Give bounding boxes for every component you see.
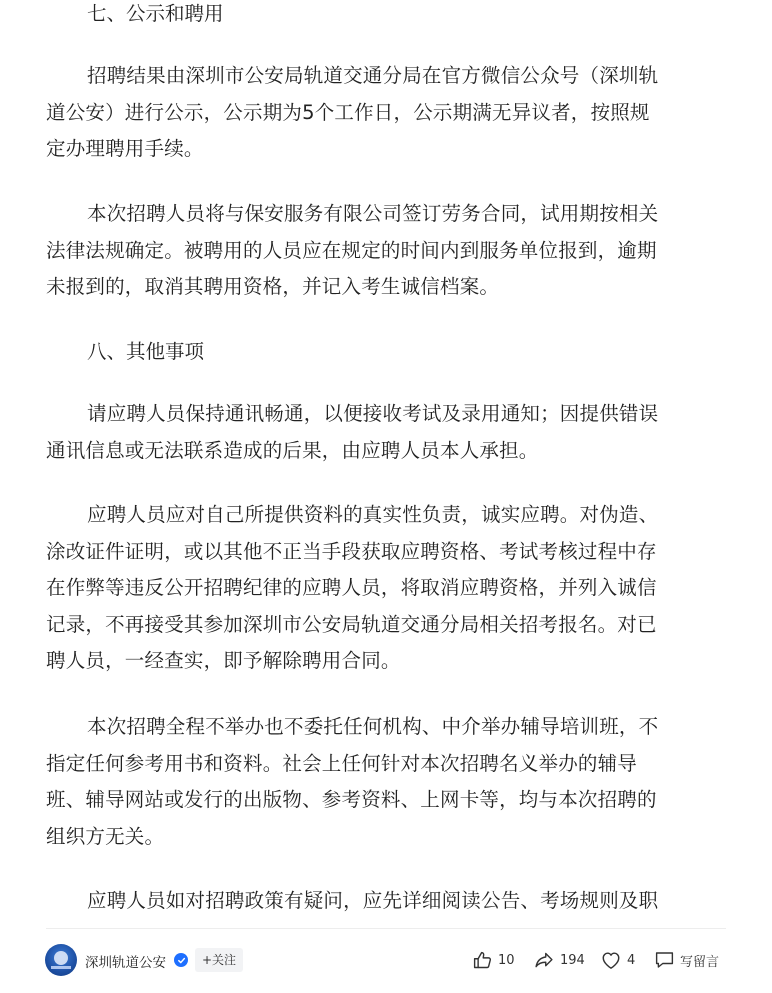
favorite-count: 4 [627, 952, 636, 968]
paragraph-line: 指定任何参考用书和资料。社会上任何针对本次招聘名义举办的辅导 [46, 751, 638, 775]
paragraph-contact [46, 396, 732, 469]
paragraph-line: 请应聘人员保持通讯畅通，以便接收考试及录用通知；因提供错误 [87, 402, 659, 425]
paragraph-line: 聘人员，一经查实，即予解除聘用合同。 [46, 649, 401, 672]
verified-icon [174, 953, 188, 967]
divider [46, 928, 726, 929]
paragraph-contract [46, 196, 732, 306]
paragraph-line: 在作弊等违反公开招聘纪律的应聘人员，将取消应聘资格，并列入诚信 [46, 576, 657, 599]
heart-icon [600, 950, 622, 970]
paragraph-line: 本次招聘全程不举办也不委托任何机构、中介举办辅导培训班，不 [87, 715, 659, 738]
paragraph-line: 定办理聘用手续。 [46, 137, 204, 160]
paragraph-line: 道公安）进行公示，公示期为5个工作日，公示期满无异议者，按照规 [46, 100, 650, 124]
favorite-button[interactable] [600, 949, 635, 971]
paragraph-line: 招聘结果由深圳市公安局轨道交通分局在官方微信公众号（深圳轨 [87, 64, 659, 87]
paragraph-line: 通讯信息或无法联系造成的后果，由应聘人员本人承担。 [46, 438, 539, 462]
account-name[interactable]: 深圳轨道公安 [85, 955, 166, 971]
paragraph-publicity [46, 58, 732, 168]
comment-icon [654, 950, 675, 970]
comment-label: 写留言 [680, 954, 720, 970]
paragraph-line: 记录，不再接受其参加深圳市公安局轨道交通分局相关招考报名。对已 [46, 612, 657, 636]
share-icon [533, 950, 555, 971]
share-button[interactable] [533, 949, 585, 971]
avatar-stripe [51, 966, 71, 969]
like-count: 10 [498, 952, 515, 968]
share-count: 194 [560, 952, 585, 968]
account-avatar[interactable] [45, 944, 77, 976]
avatar-emblem [54, 951, 68, 965]
paragraph-line: 应聘人员应对自己所提供资料的真实性负责，诚实应聘。对伪造、 [87, 503, 659, 526]
paragraph-line: 法律法规确定。被聘用的人员应在规定的时间内到服务单位报到，逾期 [46, 238, 657, 262]
paragraph-integrity [46, 497, 732, 680]
paragraph-no-training [46, 709, 732, 855]
follow-button[interactable]: +关注 [195, 948, 243, 972]
comment-button[interactable] [654, 949, 719, 971]
section-heading-7: 七、公示和聘用 [87, 2, 224, 25]
paragraph-line: 班、辅导网站或发行的出版物、参考资料、上网卡等，均与本次招聘的 [46, 788, 657, 811]
like-button[interactable] [472, 949, 515, 971]
paragraph-line: 未报到的，取消其聘用资格，并记入考生诚信档案。 [46, 275, 500, 298]
paragraph-line: 组织方无关。 [46, 824, 165, 848]
section-heading-8: 八、其他事项 [87, 340, 205, 363]
thumbs-up-icon [472, 950, 493, 971]
paragraph-line: 涂改证件证明，或以其他不正当手段获取应聘资格、考试考核过程中存 [46, 539, 657, 563]
paragraph-policy-questions [46, 883, 732, 920]
bottom-action-bar [0, 928, 772, 993]
paragraph-line: 本次招聘人员将与保安服务有限公司签订劳务合同，试用期按相关 [87, 202, 659, 225]
paragraph-line: 应聘人员如对招聘政策有疑问，应先详细阅读公告、考场规则及职 [87, 889, 659, 912]
